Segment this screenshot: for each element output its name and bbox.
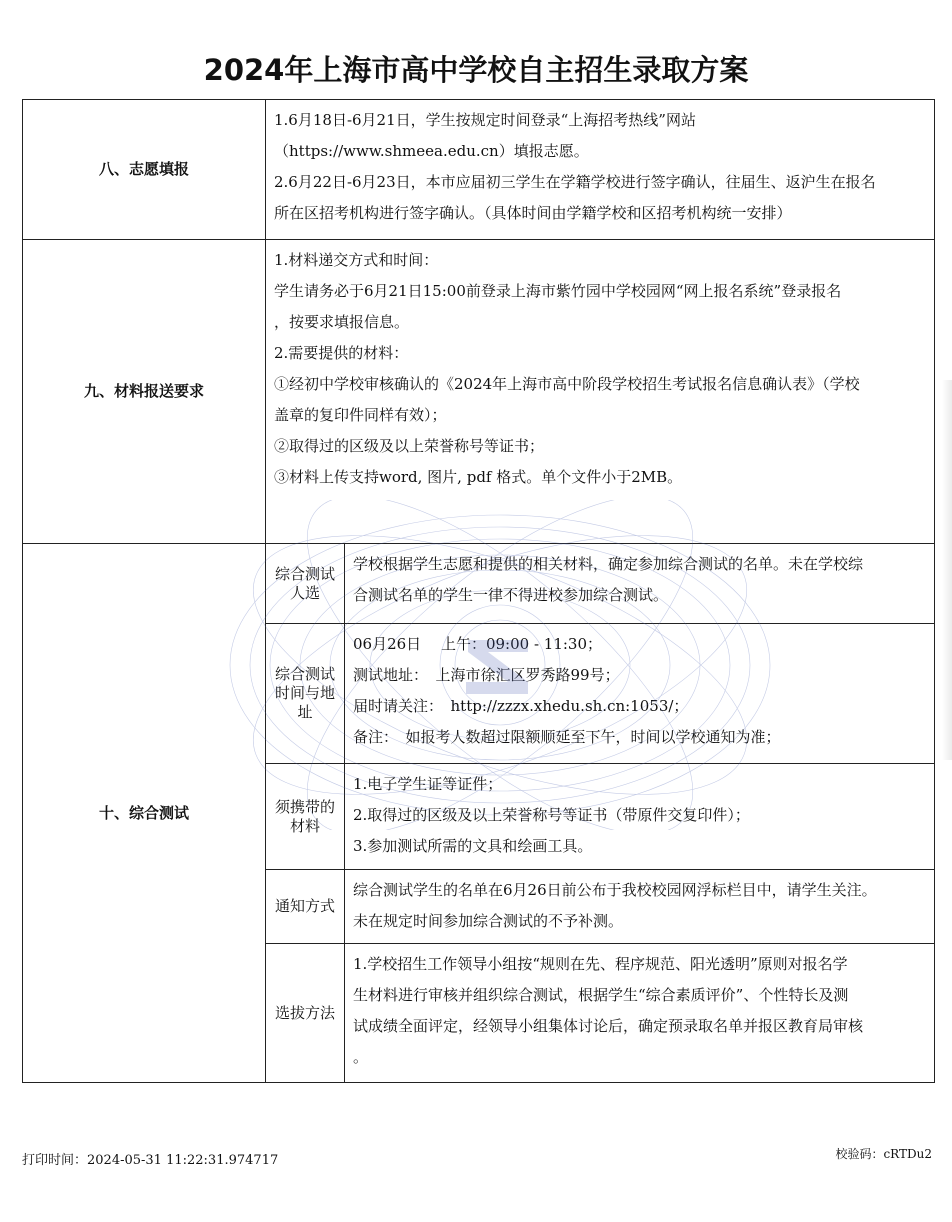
sub-line: 1.电子学生证等证件； [353, 775, 503, 793]
section-9-line: ①经初中学校审核确认的《2024年上海市高中阶段学校招生考试报名信息确认表》（学校 [274, 375, 860, 393]
section-10-row-candidates [23, 544, 935, 624]
sub-line: 生材料进行审核并组织综合测试，根据学生“综合素质评价”、个性特长及测 [353, 986, 849, 1004]
section-9-row [23, 240, 935, 544]
sub-label-candidates: 综合测试人选 [266, 544, 345, 624]
page-title: 2024年上海市高中学校自主招生录取方案 [203, 53, 749, 87]
admission-plan-table-wrapper [22, 99, 935, 1083]
sub-line: 届时请关注： http://zzzx.xhedu.sh.cn:1053/； [353, 697, 689, 715]
admission-plan-table [22, 99, 935, 1083]
section-9-line: ③材料上传支持word, 图片, pdf 格式。单个文件小于2MB。 [274, 468, 683, 486]
section-8-content [266, 100, 935, 240]
sub-line: 备注： 如报考人数超过限额顺延至下午，时间以学校通知为准； [353, 728, 781, 746]
section-9-line: 学生请务必于6月21日15:00前登录上海市紫竹园中学校园网“网上报名系统”登录报名 [274, 282, 842, 300]
sub-label-notice: 通知方式 [266, 870, 345, 944]
sub-line: 测试地址： 上海市徐汇区罗秀路99号； [353, 666, 620, 684]
section-9-label: 九、材料报送要求 [23, 240, 266, 544]
sub-label-materials: 须携带的材料 [266, 764, 345, 870]
sub-label-time-address: 综合测试时间与地址 [266, 624, 345, 764]
sub-line: 1.学校招生工作领导小组按“规则在先、程序规范、阳光透明”原则对报名学 [353, 955, 848, 973]
section-8-label: 八、志愿填报 [23, 100, 266, 240]
sub-content-candidates [345, 544, 935, 624]
section-9-line: 1.材料递交方式和时间： [274, 251, 439, 269]
sub-label-selection: 选拔方法 [266, 944, 345, 1083]
verify-code: 校验码：cRTDu2 [835, 1147, 932, 1161]
section-8-line: 所在区招考机构进行签字确认。（具体时间由学籍学校和区招考机构统一安排） [274, 204, 792, 222]
sub-content-notice [345, 870, 935, 944]
section-9-line: ②取得过的区级及以上荣誉称号等证书； [274, 437, 545, 455]
page-edge-shadow [942, 380, 952, 760]
sub-line: 未在规定时间参加综合测试的不予补测。 [353, 912, 624, 930]
section-9-line: ，按要求填报信息。 [274, 313, 410, 331]
sub-line: 2.取得过的区级及以上荣誉称号等证书（带原件交复印件）； [353, 806, 750, 824]
sub-line: 3.参加测试所需的文具和绘画工具。 [353, 837, 593, 855]
sub-line: 。 [353, 1048, 369, 1066]
section-10-label: 十、综合测试 [23, 544, 266, 1083]
section-8-line: 2.6月22日-6月23日，本市应届初三学生在学籍学校进行签字确认，往届生、返沪生在报名 [274, 173, 876, 191]
section-8-line: 1.6月18日-6月21日，学生按规定时间登录“上海招考热线”网站 [274, 111, 696, 129]
section-9-line: 2.需要提供的材料： [274, 344, 409, 362]
sub-content-time-address [345, 624, 935, 764]
sub-content-selection [345, 944, 935, 1083]
sub-line: 学校根据学生志愿和提供的相关材料，确定参加综合测试的名单。未在学校综 [353, 555, 864, 573]
section-8-line: （https://www.shmeea.edu.cn）填报志愿。 [274, 142, 589, 160]
sub-line: 试成绩全面评定，经领导小组集体讨论后，确定预录取名单并报区教育局审核 [353, 1017, 864, 1035]
sub-line: 06月26日 上午：09:00 - 11:30； [353, 635, 603, 653]
sub-line: 综合测试学生的名单在6月26日前公布于我校校园网浮标栏目中，请学生关注。 [353, 881, 877, 899]
section-8-row [23, 100, 935, 240]
section-9-line: 盖章的复印件同样有效）； [274, 406, 447, 424]
print-time: 打印时间：2024-05-31 11:22:31.974717 [22, 1153, 279, 1168]
sub-content-materials [345, 764, 935, 870]
sub-line: 合测试名单的学生一律不得进校参加综合测试。 [353, 586, 669, 604]
section-9-content [266, 240, 935, 544]
